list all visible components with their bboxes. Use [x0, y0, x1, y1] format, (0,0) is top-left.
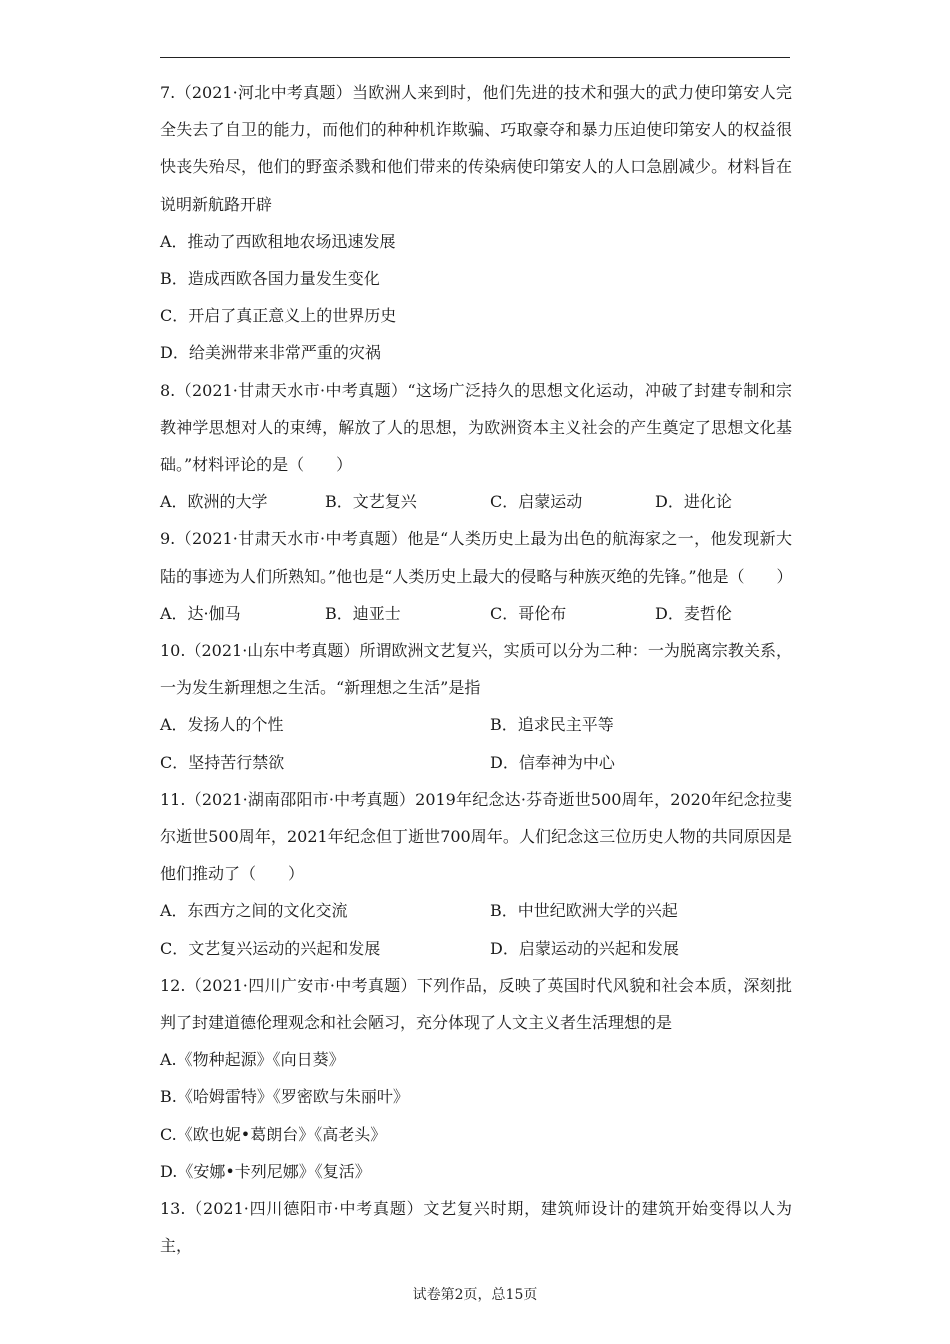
- question-8-option-d: D．进化论: [655, 492, 732, 512]
- question-7-option-d: D．给美洲带来非常严重的灾祸: [160, 343, 381, 363]
- question-12-option-a: A.《物种起源》《向日葵》: [160, 1050, 345, 1070]
- question-10-option-b: B．追求民主平等: [490, 715, 614, 735]
- question-11-stem: 11.（2021·湖南邵阳市·中考真题）2019年纪念达·芬奇逝世500周年，2020年纪念拉斐尔逝世500周年，2021年纪念但丁逝世700周年。人们纪念这三位历史人物的共同原因是他们推动了（ ）: [160, 789, 792, 884]
- question-8-option-a: A．欧洲的大学: [160, 492, 268, 512]
- question-11-options-row-2: [160, 930, 792, 967]
- question-8-options: [160, 483, 792, 520]
- question-10-options-row-2: [160, 744, 792, 781]
- question-9-options: [160, 595, 792, 632]
- question-9-option-a: A．达·伽马: [160, 603, 241, 623]
- question-11-option-d: D．启蒙运动的兴起和发展: [490, 938, 679, 958]
- question-10-option-a: A．发扬人的个性: [160, 715, 284, 735]
- question-10-options-row-1: [160, 706, 792, 743]
- question-8-option-c: C．启蒙运动: [490, 492, 583, 512]
- question-12-option-b: B.《哈姆雷特》《罗密欧与朱丽叶》: [160, 1087, 409, 1107]
- header-rule: [160, 57, 790, 58]
- question-7-stem: 7.（2021·河北中考真题）当欧洲人来到时，他们先进的技术和强大的武力使印第安人完全失去了自卫的能力，而他们的种种机诈欺骗、巧取豪夺和暴力压迫使印第安人的权益很快丧失殆尽，他们的野蛮杀戮和他们带来的传染病使印第安人的人口急剧减少。材料旨在说明新航路开辟: [160, 83, 792, 214]
- question-11-option-b: B．中世纪欧洲大学的兴起: [490, 901, 678, 921]
- question-7-option-a: A．推动了西欧租地农场迅速发展: [160, 231, 396, 251]
- question-12-option-d: D.《安娜•卡列尼娜》《复活》: [160, 1161, 371, 1181]
- question-8-option-b: B．文艺复兴: [325, 492, 417, 512]
- question-8-stem: 8.（2021·甘肃天水市·中考真题）“这场广泛持久的思想文化运动，冲破了封建专制和宗教神学思想对人的束缚，解放了人的思想，为欧洲资本主义社会的产生奠定了思想文化基础。”材料评论的是（ ）: [160, 380, 792, 475]
- question-10-stem: 10.（2021·山东中考真题）所谓欧洲文艺复兴，实质可以分为二种：一为脱离宗教关系，一为发生新理想之生活。“新理想之生活”是指: [160, 641, 792, 698]
- question-7-option-c: C．开启了真正意义上的世界历史: [160, 306, 397, 326]
- question-13-stem: 13.（2021·四川德阳市·中考真题）文艺复兴时期，建筑师设计的建筑开始变得以人为主，: [160, 1199, 792, 1256]
- question-10-option-d: D．信奉神为中心: [490, 752, 615, 772]
- question-11-option-a: A．东西方之间的文化交流: [160, 901, 348, 921]
- page-footer: 试卷第2页，总15页: [412, 1287, 538, 1303]
- question-11-option-c: C．文艺复兴运动的兴起和发展: [160, 938, 381, 958]
- question-9-option-b: B．迪亚士: [325, 603, 401, 623]
- question-7-option-b: B．造成西欧各国力量发生变化: [160, 269, 380, 289]
- question-list: [160, 74, 792, 1265]
- question-10-option-c: C．坚持苦行禁欲: [160, 752, 285, 772]
- question-12-stem: 12.（2021·四川广安市·中考真题）下列作品，反映了英国时代风貌和社会本质，深刻批判了封建道德伦理观念和社会陋习，充分体现了人文主义者生活理想的是: [160, 975, 792, 1033]
- question-9-option-c: C．哥伦布: [490, 603, 567, 623]
- question-12-option-c: C.《欧也妮•葛朗台》《高老头》: [160, 1124, 387, 1144]
- question-9-option-d: D．麦哲伦: [655, 603, 732, 623]
- question-11-options-row-1: [160, 892, 792, 929]
- question-9-stem: 9.（2021·甘肃天水市·中考真题）他是“人类历史上最为出色的航海家之一，他发现新大陆的事迹为人们所熟知。”他也是“人类历史上最大的侵略与种族灭绝的先锋。”他是（ ）: [160, 529, 793, 586]
